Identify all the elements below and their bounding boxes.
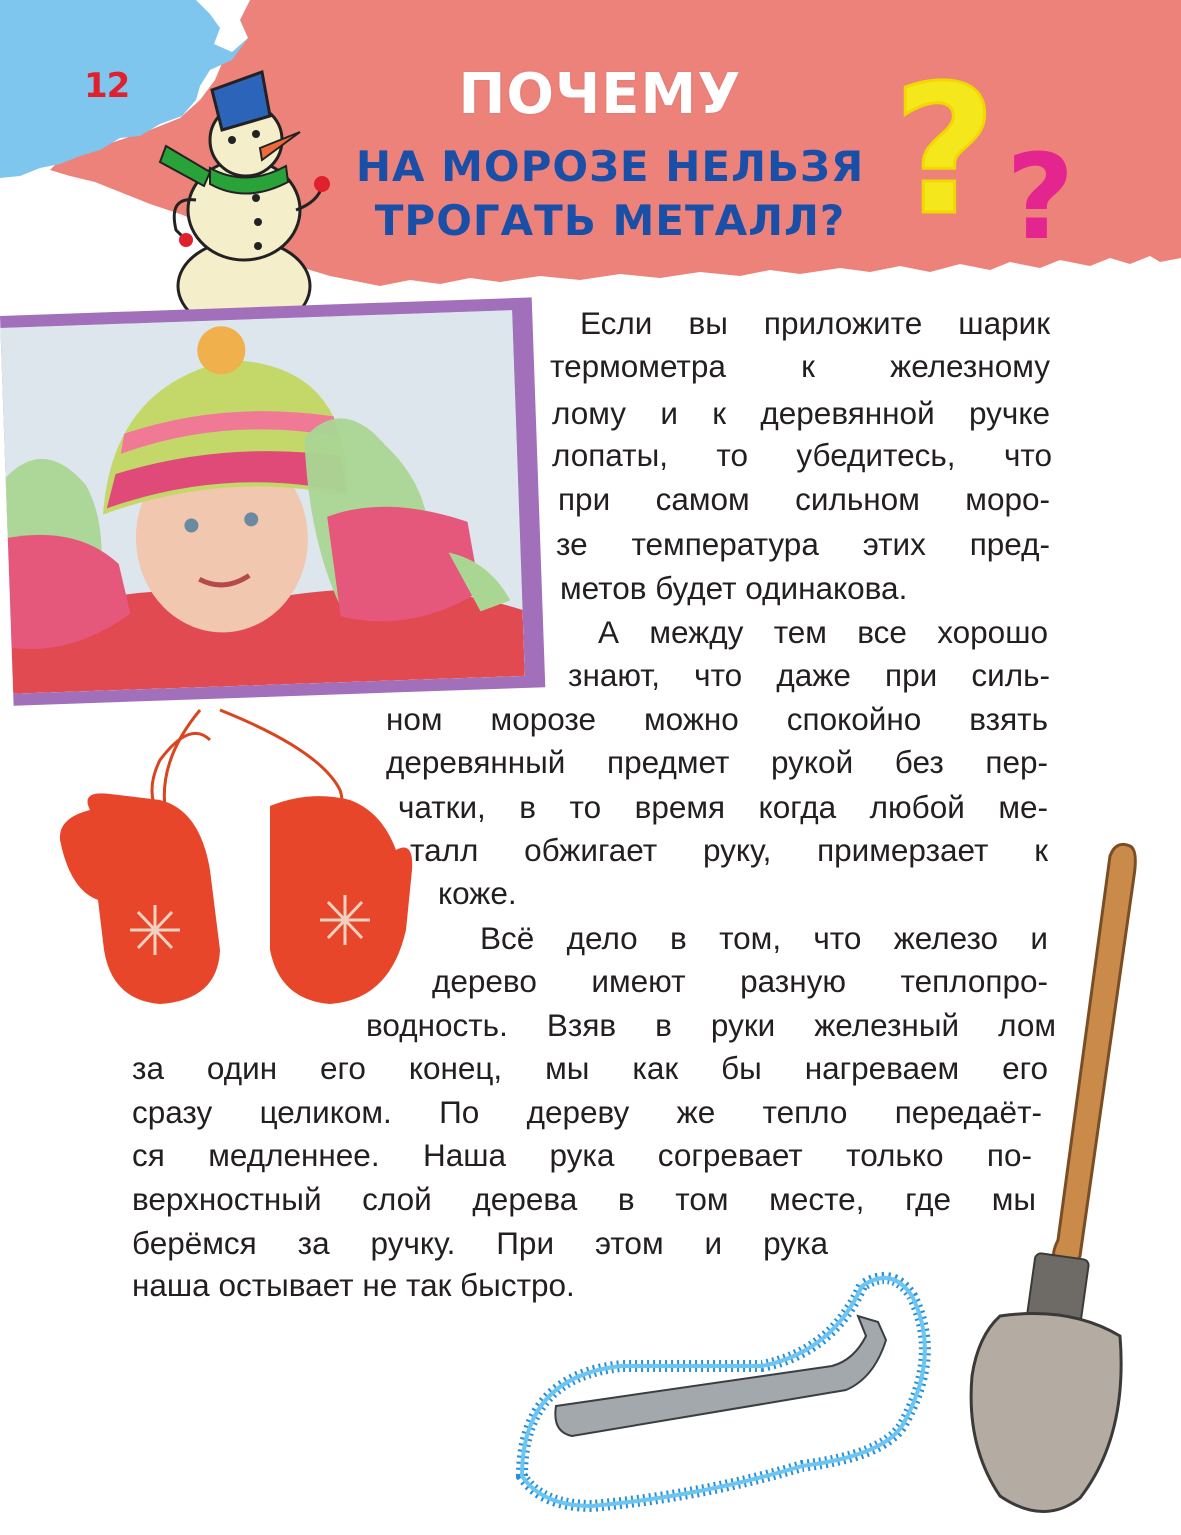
text-line: ся медленнее. Наша рука согревает только по- <box>132 1137 1032 1173</box>
page-number: 12 <box>84 66 130 106</box>
text-line: наша остывает не так быстро. <box>132 1267 575 1303</box>
text-line: за один его конец, мы как бы нагреваем его <box>132 1050 1048 1086</box>
question-mark-pink: ? <box>1006 128 1075 266</box>
text-line: метов будет одинакова. <box>560 570 908 606</box>
text-line: знают, что даже при силь- <box>568 657 1050 693</box>
text-line: А между тем все хорошо <box>598 614 1048 650</box>
text-line: коже. <box>438 875 517 911</box>
title-line-2: НА МОРОЗЕ НЕЛЬЗЯ <box>355 142 865 191</box>
red-mittens-illustration <box>50 700 420 1020</box>
text-line: деревянный предмет рукой без пер- <box>386 744 1048 780</box>
title-line-1: ПОЧЕМУ <box>458 62 742 127</box>
text-line: Если вы приложите шарик <box>580 305 1050 341</box>
text-line: при самом сильном моро- <box>558 481 1050 517</box>
text-line: ном морозе можно спокойно взять <box>386 701 1048 737</box>
text-line: Всё дело в том, что железо и <box>480 920 1048 956</box>
text-line: термометра к железному <box>550 348 1050 384</box>
text-line: чатки, в то время когда любой ме- <box>398 789 1048 825</box>
text-line: сразу целиком. По дереву же тепло передаёт- <box>132 1094 1042 1130</box>
text-line: верхностный слой дерева в том месте, где мы <box>132 1181 1036 1217</box>
text-line: дерево имеют разную теплопро- <box>432 963 1048 999</box>
photo-illustration <box>0 310 524 694</box>
text-line: берёмся за ручку. При этом и рука <box>132 1225 828 1261</box>
girl-in-knitted-mittens-photo <box>0 310 524 694</box>
text-line: зе температура этих пред- <box>556 526 1050 562</box>
text-line: лому и к деревянной ручке <box>552 395 1050 431</box>
text-line: талл обжигает руку, примерзает к <box>410 832 1048 868</box>
question-mark-yellow: ? <box>893 47 997 254</box>
title-line-3: ТРОГАТЬ МЕТАЛЛ? <box>374 196 846 245</box>
text-line: водность. Взяв в руки железный лом <box>366 1007 1056 1043</box>
text-line: лопаты, то убедитесь, что <box>552 437 1052 473</box>
photo-frame <box>0 297 545 705</box>
